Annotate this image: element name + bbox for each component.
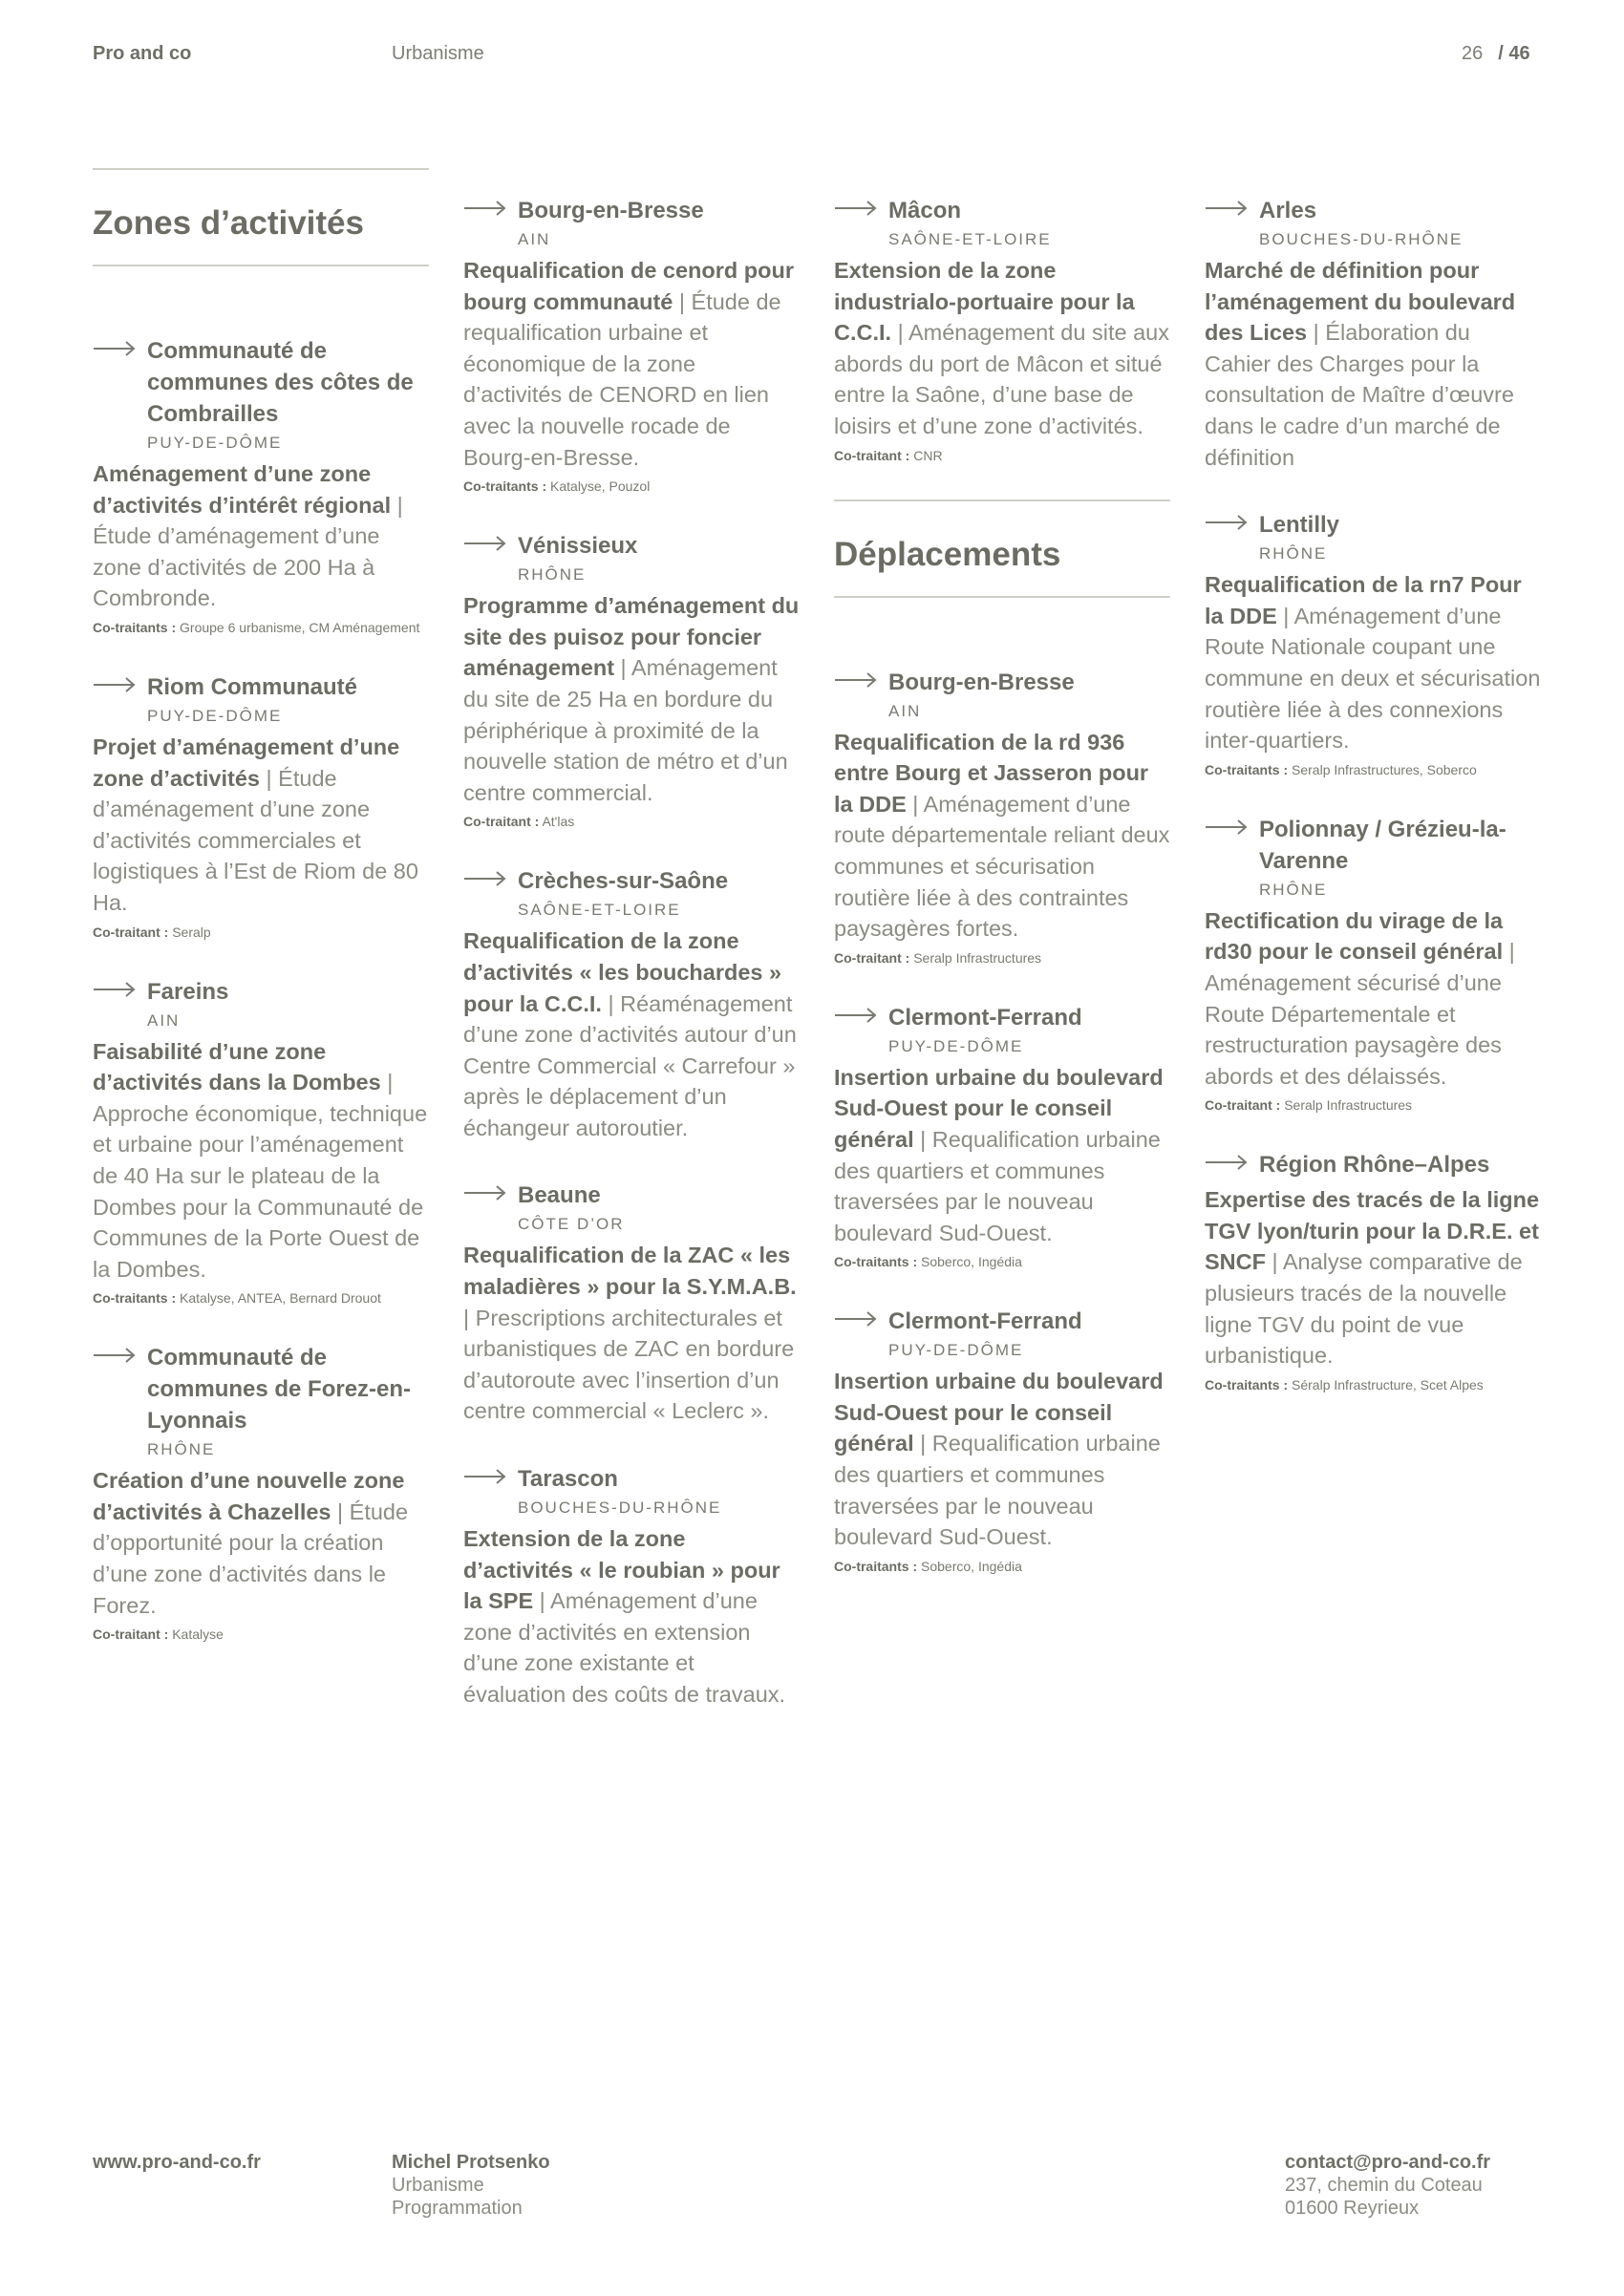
project-description: Faisabilité d’une zone d’activités dans la Dombes | Approche économique, technique et urbaine pour l’aménagement de 40 Ha sur le plateau de la Dombes pour la Communauté de Communes de la Porte Ouest de la Dombes. <box>93 1038 428 1282</box>
project-entry <box>93 1342 429 1642</box>
cotraitants-value: Seralp <box>172 924 211 940</box>
project-cotraitants <box>834 448 1170 463</box>
project-description: Requalification de la rd 936 entre Bourg et Jasseron pour la DDE | Aménagement d’une route départementale reliant deux communes et sécurisation routière liée à des contraintes paysagères fortes. <box>834 729 1170 942</box>
project-entry <box>1205 1149 1541 1392</box>
project-location <box>834 667 1170 723</box>
project-cotraitants <box>93 1626 429 1642</box>
project-location <box>93 671 429 728</box>
project-location <box>834 1306 1170 1362</box>
project-detail: Aménagement d’une Route Nationale coupant une commune en deux et sécurisation routière liée à des connexions inter-quartiers. <box>1205 603 1541 754</box>
project-region: RHÔNE <box>1259 544 1328 563</box>
project-place: Clermont-Ferrand <box>888 1308 1082 1335</box>
arrow-right-icon <box>463 200 507 217</box>
project-detail: Approche économique, technique et urbaine pour l’aménagement de 40 Ha sur le plateau de la Dombes pour la Communauté de Communes de la Porte Ouest de la Dombes. <box>93 1100 428 1282</box>
arrow-right-icon <box>93 981 137 998</box>
cotraitants-value: Groupe 6 urbanisme, CM Aménagement <box>180 619 420 635</box>
project-title: Extension de la zone industrialo-portuaire pour la C.C.I. <box>834 258 1135 346</box>
footer-contact-person <box>392 2151 550 2220</box>
project-place: Vénissieux <box>518 533 638 560</box>
brand-name: Pro and co <box>93 43 192 64</box>
project-region: SAÔNE-ET-LOIRE <box>518 901 681 920</box>
project-entry <box>834 667 1170 966</box>
arrow-right-icon <box>463 1468 507 1485</box>
arrow-right-icon <box>834 200 878 217</box>
project-description: Rectification du virage de la rd30 pour le conseil général | Aménagement sécurisé d’une Route Départementale et restructuration paysagère des abords et des délaissés. <box>1205 907 1515 1089</box>
cotraitants-label: Co-traitants : <box>1205 1376 1289 1392</box>
project-detail: Aménagement d’une zone d’activités en extension d’une zone existante et évaluation des coûts de travaux. <box>463 1588 786 1707</box>
project-title: Requalification de la ZAC « les maladières » pour la S.Y.M.A.B. <box>463 1243 797 1300</box>
project-place: Polionnay / Grézieu-la-Varenne <box>1259 816 1506 874</box>
project-detail: Requalification urbaine des quartiers et communes traversées par le nouveau boulevard Sud-Ouest. <box>834 1431 1161 1550</box>
project-region: PUY-DE-DÔME <box>147 434 283 452</box>
project-location <box>463 530 800 586</box>
column-3 <box>834 195 1170 1610</box>
project-place: Communauté de communes de Forez-en-Lyonnais <box>147 1345 412 1435</box>
project-detail: Étude d’opportunité pour la création d’une zone d’activités dans le Forez. <box>93 1499 409 1618</box>
project-place: Beaune <box>518 1182 601 1209</box>
cotraitants-value: Séralp Infrastructure, Scet Alpes <box>1292 1376 1484 1392</box>
project-detail: Réaménagement d’une zone d’activités autour d’un Centre Commercial « Carrefour » après le déplacement d’un échangeur autoroutier. <box>463 990 797 1140</box>
total-pages: / 46 <box>1498 43 1530 64</box>
project-region: PUY-DE-DÔME <box>147 706 283 725</box>
contact-role: Urbanisme <box>392 2175 484 2196</box>
project-location <box>463 1180 800 1236</box>
project-detail: Analyse comparative de plusieurs tracés de la nouvelle ligne TGV du point de vue urbanistique. <box>1205 1249 1523 1369</box>
contact-name: Michel Protsenko <box>392 2152 550 2173</box>
section-title-deplacements: Déplacements <box>834 535 1061 573</box>
project-description: Aménagement d’une zone d’activités d’intérêt régional | Étude d’aménagement d’une zone d’activités de 200 Ha à Combronde. <box>93 461 403 611</box>
project-location <box>834 1002 1170 1058</box>
project-location <box>93 335 429 455</box>
column-1 <box>93 168 429 1678</box>
cotraitants-label: Co-traitants : <box>463 478 547 495</box>
project-entry <box>1205 195 1541 473</box>
project-detail: Étude de requalification urbaine et économique de la zone d’activités de CENORD en lien avec la nouvelle rocade de Bourg-en-Bresse. <box>463 288 781 470</box>
project-title: Projet d’aménagement d’une zone d’activités <box>93 733 400 791</box>
section-divider <box>93 265 429 266</box>
current-page: 26 <box>1462 43 1484 64</box>
project-entry <box>463 195 800 494</box>
project-region: PUY-DE-DÔME <box>888 1036 1024 1055</box>
arrow-right-icon <box>1205 1154 1249 1171</box>
project-location <box>1205 195 1541 251</box>
project-region: BOUCHES-DU-RHÔNE <box>1259 230 1464 248</box>
arrow-right-icon <box>93 676 137 693</box>
project-title: Faisabilité d’une zone d’activités dans la Dombes <box>93 1038 381 1095</box>
project-region: AIN <box>888 701 922 720</box>
contact-role: Programmation <box>392 2198 523 2219</box>
project-cotraitants <box>93 1290 429 1306</box>
project-place: Lentilly <box>1259 512 1340 539</box>
cotraitants-value: Katalyse, Pouzol <box>550 478 651 495</box>
project-title: Extension de la zone d’activités « le roubian » pour la SPE <box>463 1526 780 1614</box>
cotraitants-value: Seralp Infrastructures, Soberco <box>1292 761 1477 777</box>
project-place: Région Rhône–Alpes <box>1259 1152 1490 1179</box>
footer-address-block <box>1285 2151 1490 2220</box>
project-cotraitants <box>93 925 429 940</box>
project-cotraitants <box>834 1559 1170 1574</box>
arrow-right-icon <box>1205 200 1249 217</box>
project-place: Bourg-en-Bresse <box>518 198 704 223</box>
project-description: Programme d’aménagement du site des puisoz pour foncier aménagement | Aménagement du site de 25 Ha en bordure du périphérique à proximité de la nouvelle station de métro et d’un centre commercial. <box>463 593 800 805</box>
project-description: Expertise des tracés de la ligne TGV lyon/turin pour la D.R.E. et SNCF | Analyse comparative de plusieurs tracés de la nouvelle ligne TGV du point de vue urbanistique. <box>1205 1187 1540 1369</box>
project-detail: Aménagement du site de 25 Ha en bordure du périphérique à proximité de la nouvelle station de métro et d’un centre commercial. <box>463 655 788 805</box>
cotraitants-label: Co-traitant : <box>834 949 910 966</box>
project-entry <box>93 671 429 940</box>
arrow-right-icon <box>1205 818 1249 836</box>
project-description: Insertion urbaine du boulevard Sud-Ouest pour le conseil général | Requalification urbaine des quartiers et communes traversées par le nouveau boulevard Sud-Ouest. <box>834 1369 1164 1550</box>
project-cotraitants <box>93 620 429 635</box>
project-cotraitants <box>834 950 1170 966</box>
arrow-right-icon <box>463 870 507 887</box>
project-title: Requalification de la rn7 Pour la DDE <box>1205 572 1522 628</box>
project-place: Crèches-sur-Saône <box>518 868 729 895</box>
project-description: Projet d’aménagement d’une zone d’activités | Étude d’aménagement d’une zone d’activités commerciales et logistiques à l’Est de Riom de 80 Ha. <box>93 733 418 915</box>
project-location <box>93 1342 429 1461</box>
project-entry <box>463 1180 800 1427</box>
project-description: Requalification de cenord pour bourg communauté | Étude de requalification urbaine et économique de la zone d’activités de CENORD en lien avec la nouvelle rocade de Bourg-en-Bresse. <box>463 258 795 470</box>
project-description: Création d’une nouvelle zone d’activités à Chazelles | Étude d’opportunité pour la création d’une zone d’activités dans le Forez. <box>93 1468 409 1618</box>
project-description: Requalification de la rn7 Pour la DDE | Aménagement d’une Route Nationale coupant une commune en deux et sécurisation routière liée à des connexions inter-quartiers. <box>1205 572 1541 754</box>
project-entry <box>834 1002 1170 1270</box>
project-region: CÔTE D’OR <box>518 1215 625 1234</box>
cotraitants-label: Co-traitant : <box>1205 1097 1281 1114</box>
project-entry <box>834 1306 1170 1574</box>
cotraitants-label: Co-traitants : <box>93 619 177 635</box>
project-entry <box>463 530 800 829</box>
arrow-right-icon <box>93 1347 137 1364</box>
arrow-right-icon <box>463 1184 507 1201</box>
project-detail: Étude d’aménagement d’une zone d’activités de 200 Ha à Combronde. <box>93 523 380 611</box>
project-title: Marché de définition pour l’aménagement du boulevard des Lices <box>1205 258 1516 346</box>
arrow-right-icon <box>834 1007 878 1024</box>
project-title: Aménagement d’une zone d’activités d’intérêt régional <box>93 461 392 518</box>
project-region: BOUCHES-DU-RHÔNE <box>518 1499 722 1518</box>
project-detail: Aménagement sécurisé d’une Route Départementale et restructuration paysagère des abords et des délaissés. <box>1205 969 1502 1089</box>
project-location <box>1205 509 1541 565</box>
website-link[interactable]: www.pro-and-co.fr <box>93 2152 261 2173</box>
project-place: Clermont-Ferrand <box>888 1004 1082 1031</box>
project-entry <box>1205 814 1541 1114</box>
project-detail: Requalification urbaine des quartiers et communes traversées par le nouveau boulevard Sud-Ouest. <box>834 1126 1161 1245</box>
project-cotraitants <box>1205 1377 1541 1392</box>
cotraitants-label: Co-traitant : <box>463 814 540 830</box>
project-title: Requalification de cenord pour bourg communauté <box>463 258 795 314</box>
project-location <box>834 195 1170 251</box>
project-entry <box>1205 509 1541 777</box>
cotraitants-value: Soberco, Ingédia <box>921 1254 1022 1270</box>
header-topic: Urbanisme <box>392 43 484 64</box>
cotraitants-value: Katalyse <box>172 1626 224 1643</box>
cotraitants-value: Soberco, Ingédia <box>921 1558 1022 1574</box>
project-location <box>463 865 800 922</box>
project-title: Requalification de la zone d’activités « les bouchardes » pour la C.C.I. <box>463 928 782 1016</box>
project-location <box>1205 814 1541 902</box>
cotraitants-label: Co-traitants : <box>834 1254 918 1270</box>
project-detail: Prescriptions architecturales et urbanistiques de ZAC en bordure d’autoroute avec l’insertion d’un centre commercial « Leclerc ». <box>463 1305 795 1424</box>
project-title: Expertise des tracés de la ligne TGV lyon/turin pour la D.R.E. et SNCF <box>1205 1187 1540 1275</box>
project-region: RHÔNE <box>1259 880 1328 899</box>
arrow-right-icon <box>834 671 878 689</box>
address-line: 237, chemin du Coteau <box>1285 2175 1483 2196</box>
project-place: Arles <box>1259 198 1317 223</box>
cotraitants-value: At'las <box>542 814 575 830</box>
project-entry <box>834 195 1170 463</box>
project-region: PUY-DE-DÔME <box>888 1341 1024 1360</box>
project-cotraitants <box>834 1254 1170 1269</box>
project-title: Requalification de la rd 936 entre Bourg et Jasseron pour la DDE <box>834 729 1149 817</box>
project-description: Extension de la zone d’activités « le roubian » pour la SPE | Aménagement d’une zone d’activités en extension d’une zone existante et évaluation des coûts de travaux. <box>463 1526 786 1707</box>
arrow-right-icon <box>463 535 507 552</box>
email-link[interactable]: contact@pro-and-co.fr <box>1285 2152 1491 2173</box>
project-place: Communauté de communes des côtes de Combrailles <box>147 338 414 427</box>
project-title: Insertion urbaine du boulevard Sud-Ouest pour le conseil général <box>834 1369 1164 1456</box>
project-title: Création d’une nouvelle zone d’activités à Chazelles <box>93 1468 405 1524</box>
column-2 <box>463 195 800 1747</box>
project-title: Rectification du virage de la rd30 pour le conseil général <box>1205 907 1504 965</box>
project-cotraitants <box>463 814 800 829</box>
project-description: Insertion urbaine du boulevard Sud-Ouest pour le conseil général | Requalification urbaine des quartiers et communes traversées par le nouveau boulevard Sud-Ouest. <box>834 1064 1164 1245</box>
project-location <box>463 1463 800 1520</box>
project-region: AIN <box>518 230 551 248</box>
cotraitants-value: Seralp Infrastructures <box>1284 1097 1413 1114</box>
project-location <box>1205 1149 1541 1180</box>
cotraitants-label: Co-traitant : <box>834 447 910 463</box>
project-cotraitants <box>1205 1097 1541 1113</box>
cotraitants-value: Katalyse, ANTEA, Bernard Drouot <box>180 1290 381 1307</box>
project-title: Programme d’aménagement du site des puisoz pour foncier aménagement <box>463 593 800 681</box>
project-place: Riom Communauté <box>147 673 358 700</box>
cotraitants-value: Seralp Infrastructures <box>913 949 1042 966</box>
project-detail: Élaboration du Cahier des Charges pour la consultation de Maître d’œuvre dans le cadre d’un marché de définition <box>1205 320 1514 470</box>
project-region: RHÔNE <box>518 565 587 585</box>
project-title: Insertion urbaine du boulevard Sud-Ouest pour le conseil général <box>834 1064 1164 1152</box>
project-description: Extension de la zone industrialo-portuaire pour la C.C.I. | Aménagement du site aux abords du port de Mâcon et situé entre la Saône, d’une base de loisirs et d’une zone d’activités. <box>834 258 1169 438</box>
column-4 <box>1205 195 1541 1429</box>
project-entry <box>93 976 429 1307</box>
project-entry <box>93 335 429 635</box>
section-divider <box>834 596 1170 598</box>
cotraitants-label: Co-traitant : <box>93 1626 169 1643</box>
project-place: Mâcon <box>888 198 962 223</box>
project-place: Tarascon <box>518 1466 618 1493</box>
project-region: AIN <box>147 1010 181 1030</box>
project-entry <box>463 865 800 1143</box>
project-cotraitants <box>1205 762 1541 777</box>
project-description: Requalification de la ZAC « les maladières » pour la S.Y.M.A.B. | Prescriptions architecturales et urbanistiques de ZAC en bordure d’autoroute avec l’insertion d’un centre commercial « Leclerc ». <box>463 1243 797 1424</box>
cotraitants-value: CNR <box>913 447 943 463</box>
cotraitants-label: Co-traitant : <box>93 924 169 940</box>
project-detail: Aménagement d’une route départementale reliant deux communes et sécurisation routière liée à des contraintes paysagères fortes. <box>834 791 1170 942</box>
cotraitants-label: Co-traitants : <box>834 1558 918 1574</box>
project-cotraitants <box>463 478 800 494</box>
arrow-right-icon <box>93 340 137 357</box>
project-description: Requalification de la zone d’activités « les bouchardes » pour la C.C.I. | Réaménagement d’une zone d’activités autour d’un Centre Commercial « Carrefour » après le déplacement d’un échangeur autoroutier. <box>463 928 797 1140</box>
arrow-right-icon <box>1205 514 1249 531</box>
project-place: Fareins <box>147 978 229 1005</box>
project-place: Bourg-en-Bresse <box>888 669 1075 695</box>
project-detail: Étude d’aménagement d’une zone d’activités commerciales et logistiques à l’Est de Riom de 80 Ha. <box>93 765 418 915</box>
cotraitants-label: Co-traitants : <box>1205 761 1289 777</box>
page-number <box>1462 43 1530 65</box>
project-location <box>463 195 800 251</box>
section-title-zones: Zones d’activités <box>93 204 364 242</box>
project-region: SAÔNE-ET-LOIRE <box>888 230 1052 248</box>
project-location <box>93 976 429 1032</box>
project-description: Marché de définition pour l’aménagement du boulevard des Lices | Élaboration du Cahier des Charges pour la consultation de Maître d’œuvre dans le cadre d’un marché de définition <box>1205 258 1516 470</box>
arrow-right-icon <box>834 1310 878 1328</box>
footer-website-block <box>93 2151 261 2174</box>
cotraitants-label: Co-traitants : <box>93 1290 177 1307</box>
project-entry <box>463 1463 800 1711</box>
address-line: 01600 Reyrieux <box>1285 2198 1420 2219</box>
project-region: RHÔNE <box>147 1440 216 1459</box>
project-detail: Aménagement du site aux abords du port de Mâcon et situé entre la Saône, d’une base de loisirs et d’une zone d’activités. <box>834 320 1169 438</box>
